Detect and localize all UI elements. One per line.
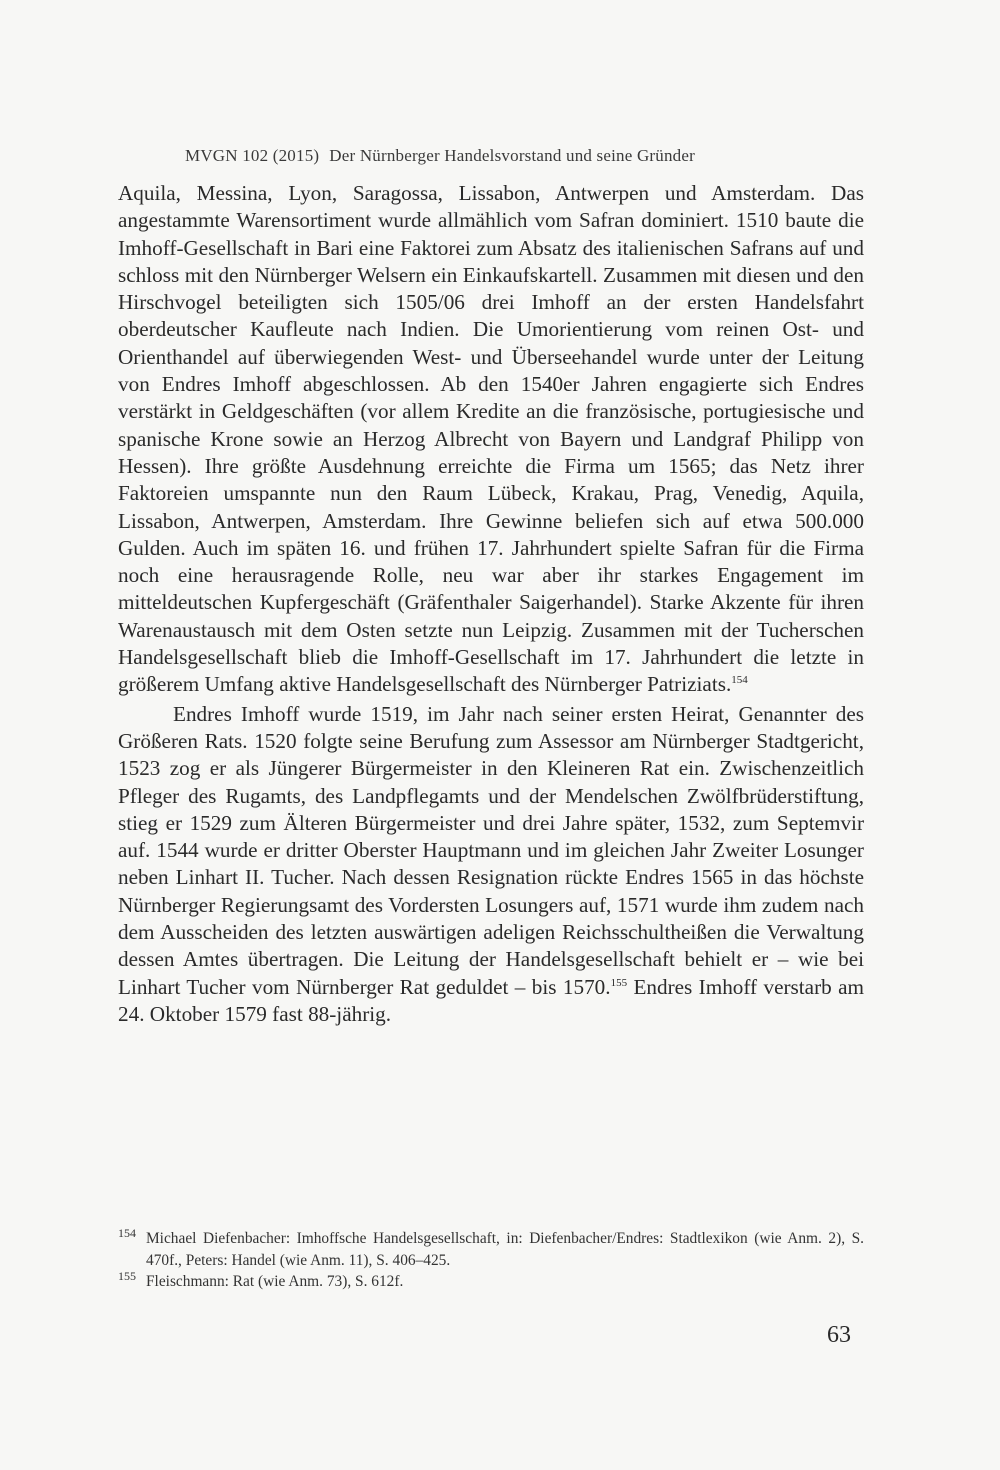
paragraph xyxy=(118,701,864,1029)
article-title: Der Nürnberger Handelsvorstand und seine Gründer xyxy=(329,146,695,165)
footnote-reference[interactable]: 154 xyxy=(731,674,748,687)
page-number: 63 xyxy=(827,1322,851,1348)
footnote-reference[interactable]: 155 xyxy=(610,976,628,989)
footnotes xyxy=(118,1228,864,1293)
paragraph-text: Aquila, Messina, Lyon, Saragossa, Lissabon, Antwerpen und Amsterdam. Das angestammte Warensortiment wurde allmählich vom Safran dominiert. 1510 baute die Imhoff-Gesellschaft in Bari eine Faktorei zum Absatz des italienischen Safrans auf und schloss mit den Nürnberger Welsern ein Einkaufskartell. Zusammen mit diesen und den Hirschvogel beteiligten sich 1505/06 drei Imhoff an der ersten Handelsfahrt oberdeutscher Kaufleute nach Indien. Die Umorientierung vom reinen Ost- und Orienthandel auf überwiegenden West- und Überseehandel wurde unter der Leitung von Endres Imhoff abgeschlossen. Ab den 1540er Jahren engagierte sich Endres verstärkt in Geldgeschäften (vor allem Kredite an die französische, portugiesische und spanische Krone sowie an Herzog Albrecht von Bayern und Landgraf Philipp von Hessen). Ihre größte Ausdehnung erreichte die Firma um 1565; das Netz ihrer Faktoreien umspannte nun den Raum Lübeck, Krakau, Prag, Venedig, Aquila, Lissabon, Antwerpen, Amsterdam. Ihre Gewinne beliefen sich auf etwa 500.000 Gulden. Auch im späten 16. und frühen 17. Jahrhundert spielte Safran für die Firma noch eine herausragende Rolle, neu war aber ihr starkes Engagement im mitteldeutschen Kupfergeschäft (Gräfenthaler Saigerhandel). Starke Akzente für ihren Warenaustausch mit dem Osten setzte nun Leipzig. Zusammen mit der Tucherschen Handelsgesellschaft blieb die Imhoff-Gesellschaft im 17. Jahrhundert die letzte in größerem Umfang aktive Handelsgesellschaft des Nürnberger Patriziats. xyxy=(118,181,864,697)
running-header xyxy=(185,146,695,166)
footnote-text: Fleischmann: Rat (wie Anm. 73), S. 612f. xyxy=(146,1273,404,1290)
paragraph xyxy=(118,180,864,699)
body-text xyxy=(118,180,864,1028)
journal-reference: MVGN 102 (2015) xyxy=(185,146,320,165)
footnote xyxy=(118,1271,864,1293)
paragraph-text: Endres Imhoff verstarb am 24. Oktober 1579 fast 88-jährig. xyxy=(118,974,864,1026)
footnote-number xyxy=(118,1228,146,1250)
footnote-number xyxy=(118,1271,146,1293)
footnote-number-label: 155 xyxy=(118,1269,136,1283)
footnote-text: Michael Diefenbacher: Imhoffsche Handelsgesellschaft, in: Diefenbacher/Endres: Stadtlexikon (wie Anm. 2), S. 470f., Peters: Handel (wie Anm. 11), S. 406–425. xyxy=(146,1230,864,1269)
paragraph-text: Endres Imhoff wurde 1519, im Jahr nach seiner ersten Heirat, Genannter des Größeren Rats. 1520 folgte seine Berufung zum Assessor am Nürnberger Stadtgericht, 1523 zog er als Jüngerer Bürgermeister in den Kleineren Rat ein. Zwischenzeitlich Pfleger des Rugamts, des Landpflegamts und der Mendelschen Zwölfbrüderstiftung, stieg er 1529 zum Älteren Bürgermeister und drei Jahre später, 1532, zum Septemvir auf. 1544 wurde er dritter Oberster Hauptmann und im gleichen Jahr Zweiter Losunger neben Linhart II. Tucher. Nach dessen Resignation rückte Endres 1565 in das höchste Nürnberger Regierungsamt des Vordersten Losungers auf, 1571 wurde ihm zudem nach dem Ausscheiden des letzten auswärtigen adeligen Reichsschultheißen die Verwaltung dessen Amtes übertragen. Die Leitung der Handelsgesellschaft behielt er – wie bei Linhart Tucher vom Nürnberger Rat geduldet – bis 1570. xyxy=(118,701,864,999)
footnote-number-label: 154 xyxy=(118,1226,136,1240)
footnote xyxy=(118,1228,864,1271)
